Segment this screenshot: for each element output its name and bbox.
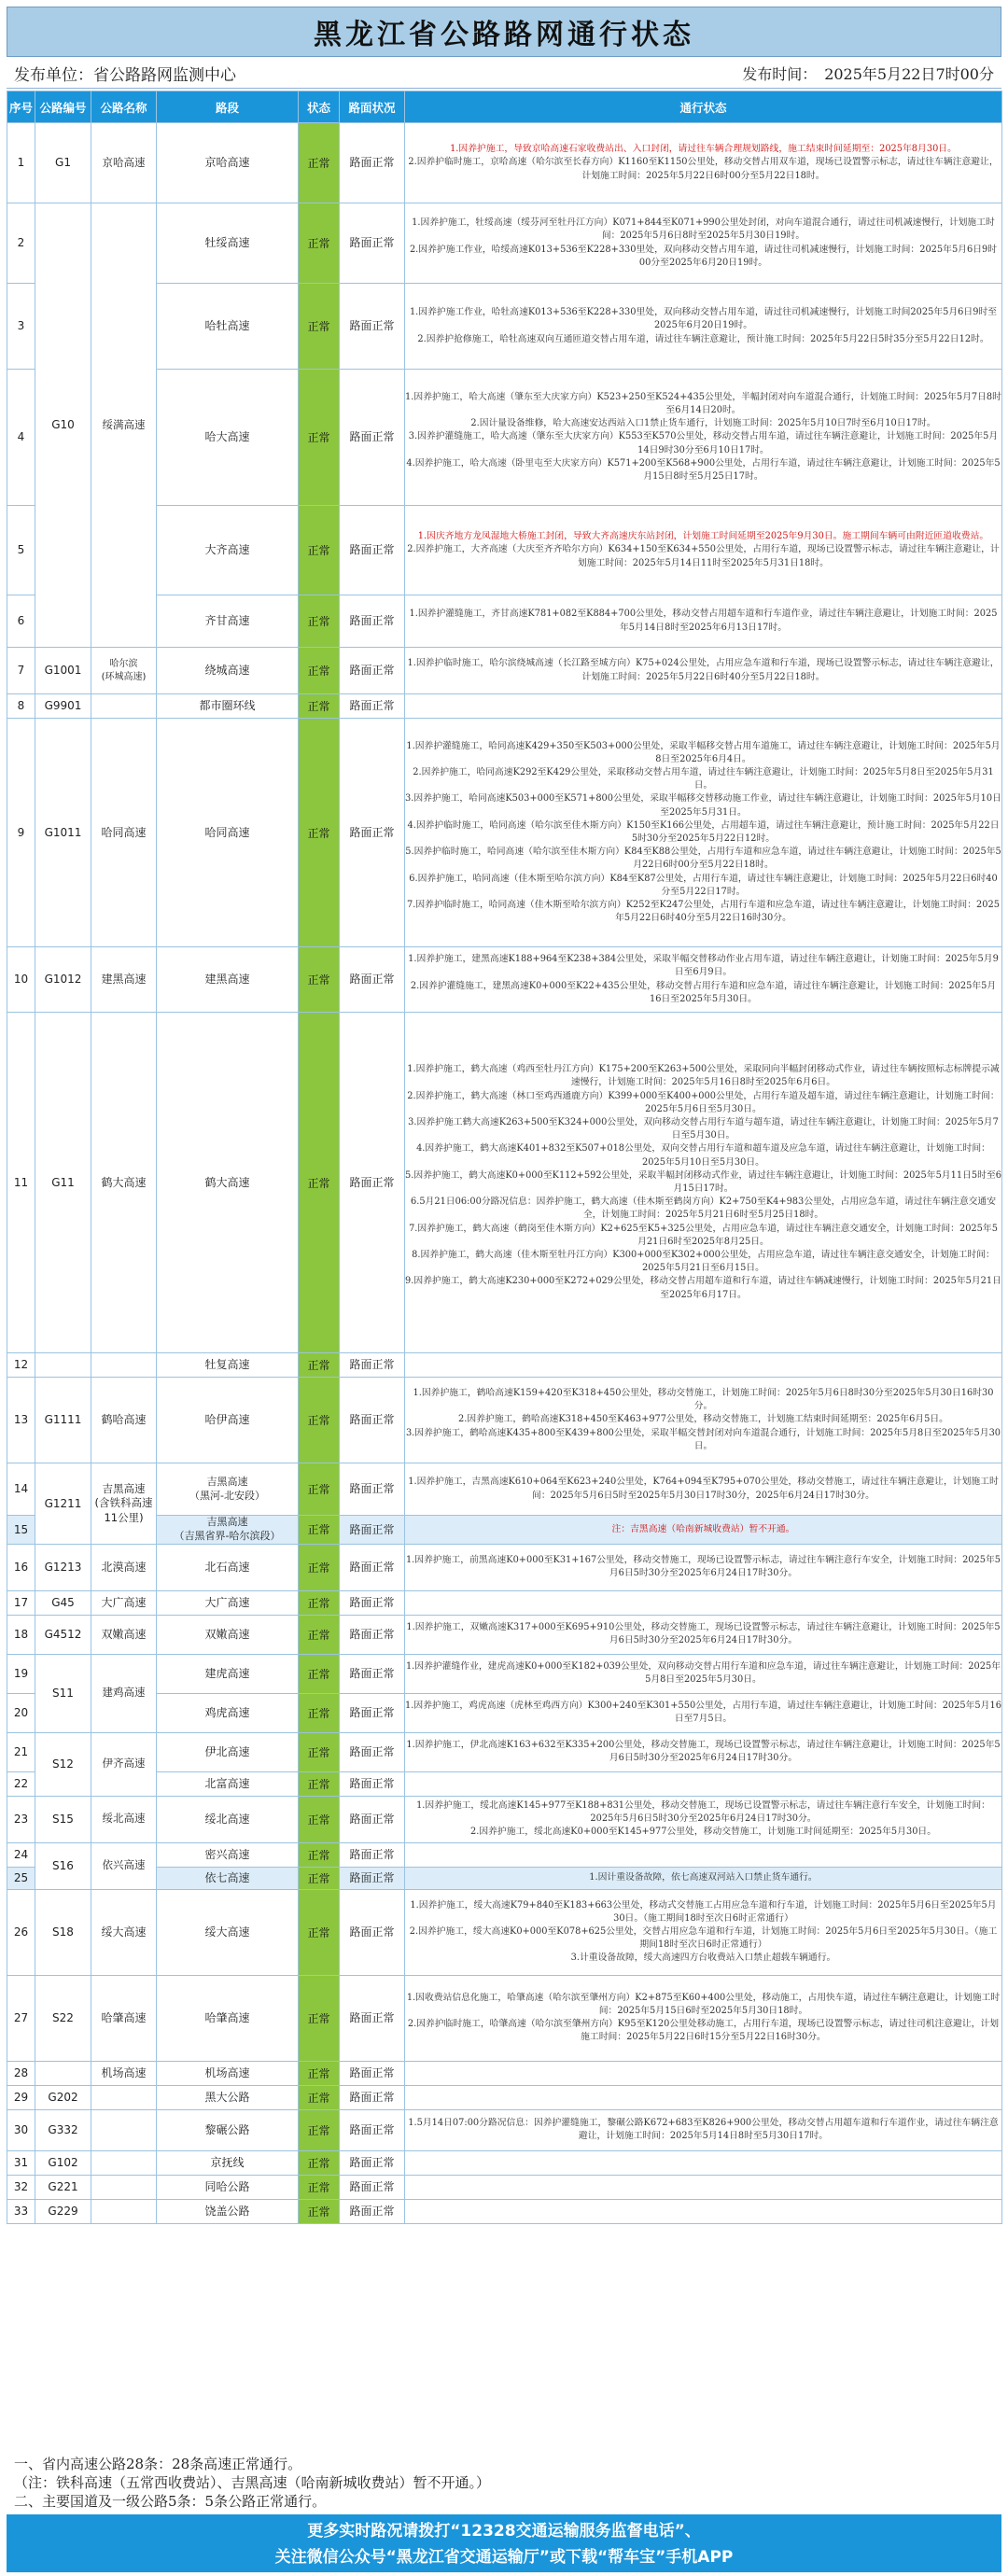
detail-text: 1.因养护灌缝施工，齐甘高速K781+082至K884+700公里处，移动交替占用超车道和行车道作业，请过往车辆注意避让，计划施工时间：2025年5月14日8时至2025年6月13日17时。 bbox=[409, 609, 998, 633]
table-row bbox=[7, 203, 1002, 284]
table-row bbox=[7, 1353, 1002, 1378]
road-code: G4512 bbox=[35, 1615, 91, 1654]
detail-text: 1.因养护临时施工，哈尔滨绕城高速（长江路至城方向）K75+024公里处，占用应急车道和行车道，现场已设置警示标志，请过往车辆注意避让，计划施工时间：2025年5月22日6时40分至5月22日18时。 bbox=[407, 658, 1000, 682]
row-index: 27 bbox=[7, 1975, 35, 2061]
status-badge: 正常 bbox=[299, 506, 340, 595]
surface-condition: 路面正常 bbox=[340, 648, 405, 694]
table-row bbox=[7, 2085, 1002, 2109]
surface-condition: 路面正常 bbox=[340, 595, 405, 648]
surface-condition: 路面正常 bbox=[340, 2085, 405, 2109]
publisher-label: 发布单位：省公路路网监测中心 bbox=[14, 66, 236, 85]
surface-condition: 路面正常 bbox=[340, 1615, 405, 1654]
road-section: 京哈高速 bbox=[157, 123, 299, 203]
road-section: 北石高速 bbox=[157, 1544, 299, 1590]
road-name bbox=[91, 694, 157, 719]
row-index: 4 bbox=[7, 370, 35, 506]
traffic-detail bbox=[405, 1975, 1002, 2061]
table-row bbox=[7, 1693, 1002, 1732]
road-section: 牡复高速 bbox=[157, 1353, 299, 1378]
road-section: 吉黑高速 （吉黑省界-哈尔滨段） bbox=[157, 1516, 299, 1545]
road-name bbox=[91, 2150, 157, 2175]
surface-condition: 路面正常 bbox=[340, 1378, 405, 1463]
table-row bbox=[7, 1378, 1002, 1463]
road-name: 双嫩高速 bbox=[91, 1615, 157, 1654]
status-badge: 正常 bbox=[299, 2199, 340, 2223]
table-row bbox=[7, 648, 1002, 694]
status-badge: 正常 bbox=[299, 1378, 340, 1463]
surface-condition: 路面正常 bbox=[340, 694, 405, 719]
page-title: 黑龙江省公路路网通行状态 bbox=[7, 7, 1001, 57]
row-index: 28 bbox=[7, 2061, 35, 2085]
row-index: 8 bbox=[7, 694, 35, 719]
road-section: 鸡虎高速 bbox=[157, 1693, 299, 1732]
road-code: G1012 bbox=[35, 947, 91, 1013]
surface-condition: 路面正常 bbox=[340, 1013, 405, 1353]
road-code: G11 bbox=[35, 1013, 91, 1353]
traffic-detail bbox=[405, 1732, 1002, 1771]
table-row bbox=[7, 370, 1002, 506]
road-name bbox=[91, 2199, 157, 2223]
road-code: G45 bbox=[35, 1590, 91, 1615]
footer-line-1: 更多实时路况请拨打“12328交通运输服务监督电话”、 bbox=[307, 2522, 701, 2541]
summary bbox=[7, 2455, 1001, 2511]
surface-condition: 路面正常 bbox=[340, 1693, 405, 1732]
road-section: 哈伊高速 bbox=[157, 1378, 299, 1463]
road-section: 北富高速 bbox=[157, 1771, 299, 1796]
road-name: 建鸡高速 bbox=[91, 1654, 157, 1732]
road-code bbox=[35, 2061, 91, 2085]
row-index: 1 bbox=[7, 123, 35, 203]
road-code: G1011 bbox=[35, 719, 91, 947]
road-section: 都市圈环线 bbox=[157, 694, 299, 719]
status-badge: 正常 bbox=[299, 2085, 340, 2109]
row-index: 30 bbox=[7, 2109, 35, 2150]
traffic-detail bbox=[405, 1693, 1002, 1732]
road-code: G229 bbox=[35, 2199, 91, 2223]
table-row bbox=[7, 1867, 1002, 1889]
traffic-detail bbox=[405, 1654, 1002, 1693]
traffic-detail bbox=[405, 1796, 1002, 1842]
table-row bbox=[7, 1654, 1002, 1693]
detail-text: 1.因养护施工，双嫩高速K317+000至K695+910公里处，移动交替施工，现场已设置警示标志，请过往车辆注意避让，计划施工时间：2025年5月6日5时30分至2025年6月24日17时30分。 bbox=[406, 1621, 1001, 1646]
table-row bbox=[7, 595, 1002, 648]
road-name: 依兴高速 bbox=[91, 1842, 157, 1889]
publisher-bar bbox=[7, 59, 1001, 89]
footer-banner bbox=[7, 2514, 1001, 2572]
surface-condition: 路面正常 bbox=[340, 719, 405, 947]
status-badge: 正常 bbox=[299, 2109, 340, 2150]
detail-text: 1.因计重设备故障，依七高速双河站入口禁止货车通行。 bbox=[589, 1872, 818, 1883]
detail-text: 1.因养护施工，建黑高速K188+964至K238+384公里处，采取半幅交替移动作业占用车道，请过往车辆注意避让，计划施工时间：2025年5月9日至6月9日。 2.因养护灌缝施工，建黑高速K0+000至K22+435公里处，移动交替占用行车道和应急车道，请过往车辆注意避让，计划施工时间：2025年5月16日至2025年5月30日。 bbox=[408, 954, 999, 1004]
road-code: G1213 bbox=[35, 1544, 91, 1590]
status-badge: 正常 bbox=[299, 1353, 340, 1378]
surface-condition: 路面正常 bbox=[340, 2109, 405, 2150]
road-code: G10 bbox=[35, 203, 91, 648]
detail-text: 1.因养护施工，牡绥高速（绥芬河至牡丹江方向）K071+844至K071+990公里处封闭，对向车道混合通行，请过往司机减速慢行，计划施工时间：2025年5月6日8时至2025年5月30日19时。 2.因养护施工作业，哈绥高速K013+536至K228+330里处，双向移动交替占用车道，请过往司机减速慢行，计划施工时间：2025年5月6日9时00分至2025年6月20日19时。 bbox=[409, 217, 998, 268]
surface-condition: 路面正常 bbox=[340, 123, 405, 203]
header-code: 公路编号 bbox=[35, 91, 91, 123]
road-name: 哈尔滨 (环城高速) bbox=[91, 648, 157, 694]
road-section: 建虎高速 bbox=[157, 1654, 299, 1693]
road-code bbox=[35, 1353, 91, 1378]
row-index: 17 bbox=[7, 1590, 35, 1615]
row-index: 2 bbox=[7, 203, 35, 284]
surface-condition: 路面正常 bbox=[340, 370, 405, 506]
traffic-detail bbox=[405, 2109, 1002, 2150]
road-name: 绥北高速 bbox=[91, 1796, 157, 1842]
detail-text: 1.因养护施工，哈大高速（肇东至大庆家方向）K523+250至K524+435公里处，半幅封闭对向车道混合通行，计划施工时间：2025年5月7日8时至6月14日20时。 2.因计量设备维修，哈大高速安达西站入口1禁止货车通行，计划施工时间：2025年5月10日7时至6月10日17时。 3.因养护灌缝施工，哈大高速（肇东至大庆家方向）K553至K570公里处，移动交替占用车道，请过往车辆注意避让，计划施工时间：2025年5月14日9时30分至6月10日17时。 4.因养护施工，哈大高速（卧里屯至大庆家方向）K571+200至K568+900公里处，占用行车道，请过往车辆注意避让，计划施工时间：2025年5月15日8时至5月25日17时。 bbox=[405, 391, 1001, 482]
row-index: 12 bbox=[7, 1353, 35, 1378]
traffic-detail bbox=[405, 1842, 1002, 1867]
road-code: S18 bbox=[35, 1889, 91, 1975]
detail-text: 1.因养护灌缝作业，建虎高速K0+000至K182+039公里处，双向移动交替占用行车道和应急车道，请过往车辆注意避让，计划施工时间：2025年5月8日至2025年5月30日。 bbox=[405, 1660, 1001, 1686]
header-status: 状态 bbox=[299, 91, 340, 123]
surface-condition: 路面正常 bbox=[340, 1590, 405, 1615]
traffic-detail bbox=[405, 2085, 1002, 2109]
road-section: 齐甘高速 bbox=[157, 595, 299, 648]
road-section: 双嫩高速 bbox=[157, 1615, 299, 1654]
road-code: S15 bbox=[35, 1796, 91, 1842]
road-name: 绥大高速 bbox=[91, 1889, 157, 1975]
row-index: 21 bbox=[7, 1732, 35, 1771]
traffic-detail bbox=[405, 2175, 1002, 2199]
detail-text: 1.因养护施工，伊北高速K163+632至K335+200公里处，移动交替施工，现场已设置警示标志，请过往车辆注意避让，计划施工时间：2025年5月6日5时30分至2025年6月24日17时30分。 bbox=[406, 1739, 1001, 1764]
surface-condition: 路面正常 bbox=[340, 1732, 405, 1771]
traffic-detail bbox=[405, 1353, 1002, 1378]
road-section: 饶盖公路 bbox=[157, 2199, 299, 2223]
header-cond: 路面状况 bbox=[340, 91, 405, 123]
table-row bbox=[7, 1732, 1002, 1771]
table-row bbox=[7, 1615, 1002, 1654]
traffic-detail bbox=[405, 1013, 1002, 1353]
surface-condition: 路面正常 bbox=[340, 506, 405, 595]
detail-text: 1.5月14日07:00分路况信息：因养护灌缝施工，黎碾公路K672+683至K826+900公里处，移动交替占用超车道和行车道作业，请过往车辆注意避让，计划施工时间：2025年5月14日8时至5月30日17时。 bbox=[408, 2117, 999, 2142]
traffic-detail bbox=[405, 947, 1002, 1013]
status-badge: 正常 bbox=[299, 1693, 340, 1732]
table-row bbox=[7, 947, 1002, 1013]
row-index: 26 bbox=[7, 1889, 35, 1975]
status-badge: 正常 bbox=[299, 1732, 340, 1771]
header-idx: 序号 bbox=[7, 91, 35, 123]
status-badge: 正常 bbox=[299, 284, 340, 370]
road-section: 黎碾公路 bbox=[157, 2109, 299, 2150]
road-section: 哈肇高速 bbox=[157, 1975, 299, 2061]
table-row bbox=[7, 2061, 1002, 2085]
detail-text: 2.因养护施工，大齐高速（大庆至齐齐哈尔方向）K634+150至K634+550公里处，占用行车道，现场已设置警示标志，请过往车辆注意避让，计划施工时间：2025年5月14日11时至2025年5月31日18时。 bbox=[407, 544, 1000, 568]
traffic-detail bbox=[405, 2061, 1002, 2085]
road-name: 绥满高速 bbox=[91, 203, 157, 648]
detail-text: 1.因养护灌缝施工，哈同高速K429+350至K503+000公里处，采取半幅移交替占用车道施工，请过往车辆注意避让，计划施工时间：2025年5月8日至2025年6月4日。 2.因养护施工，哈同高速K292至K429公里处，采取移动交替占用车道，请过往车辆注意避让，计划施工时间：2025年5月8日至2025年5月31日。 3.因养护施工，哈同高速K503+000至K571+800公里处，采取半幅移交替移动施工作业，请过往车辆注意避让，计划施工时间：2025年5月10日至2025年5月31日。 4.因养护临时施工，哈同高速（哈尔滨至佳木斯方向）K150至K166公里处，占用超车道，请过往车辆注意避让，预计施工时间：2025年5月22日5时30分至2025年5月22日12时。 5.因养护临时施工，哈同高速（哈尔滨至佳木斯方向）K84至K88公里处，占用行车道和应急车道，请过往车辆注意避让，计划施工时间：2025年5月22日6时00分至5月22日18时。 6.因养护施工，哈同高速（佳木斯至哈尔滨方向）K84至K87公里处，占用行车道，请过往车辆注意避让，计划施工时间：2025年5月22日6时40分至5月22日17时。 7.因养护临时施工，哈同高速（佳木斯至哈尔滨方向）K252至K247公里处，占用行车道和应急车道，请过往车辆注意避让，计划施工时间：2025年5月22日6时40分至5月22日16时30分。 bbox=[405, 740, 1001, 924]
table-row bbox=[7, 2109, 1002, 2150]
traffic-detail bbox=[405, 694, 1002, 719]
surface-condition: 路面正常 bbox=[340, 284, 405, 370]
status-badge: 正常 bbox=[299, 694, 340, 719]
footer-line-2: 关注微信公众号“黑龙江省交通运输厅”或下载“帮车宝”手机APP bbox=[274, 2548, 734, 2567]
road-section: 吉黑高速 （黑河-北安段） bbox=[157, 1463, 299, 1516]
status-badge: 正常 bbox=[299, 947, 340, 1013]
detail-text: 1.因收费站信息化施工，哈肇高速（哈尔滨至肇州方向）K2+875至K60+400公里处，移动施工，占用快车道，请过往车辆注意避让，计划施工时间：2025年5月15日6时至2025年5月30日18时。 2.因养护临时施工，哈肇高速（哈尔滨至肇州方向）K95至K120公里处移动施工，占用行车道，现场已设置警示标志，请过往司机注意避让，计划施工时间：2025年5月22日6时15分至5月22日16时30分。 bbox=[406, 1992, 1001, 2043]
status-badge: 正常 bbox=[299, 1463, 340, 1516]
surface-condition: 路面正常 bbox=[340, 1975, 405, 2061]
status-badge: 正常 bbox=[299, 2175, 340, 2199]
table-row bbox=[7, 1889, 1002, 1975]
traffic-detail bbox=[405, 1771, 1002, 1796]
row-index: 19 bbox=[7, 1654, 35, 1693]
status-badge: 正常 bbox=[299, 1771, 340, 1796]
road-section: 密兴高速 bbox=[157, 1842, 299, 1867]
road-section: 大齐高速 bbox=[157, 506, 299, 595]
row-index: 10 bbox=[7, 947, 35, 1013]
row-index: 31 bbox=[7, 2150, 35, 2175]
surface-condition: 路面正常 bbox=[340, 1842, 405, 1867]
road-section: 绕城高速 bbox=[157, 648, 299, 694]
road-name: 鹤大高速 bbox=[91, 1013, 157, 1353]
row-index: 23 bbox=[7, 1796, 35, 1842]
road-section: 牡绥高速 bbox=[157, 203, 299, 284]
row-index: 15 bbox=[7, 1516, 35, 1545]
summary-line-2: （注：铁科高速（五常西收费站）、吉黑高速（哈南新城收费站）暂不开通。） bbox=[14, 2474, 491, 2491]
status-badge: 正常 bbox=[299, 1013, 340, 1353]
header-detail: 通行状态 bbox=[405, 91, 1002, 123]
row-index: 14 bbox=[7, 1463, 35, 1516]
road-section: 京抚线 bbox=[157, 2150, 299, 2175]
row-index: 3 bbox=[7, 284, 35, 370]
row-index: 11 bbox=[7, 1013, 35, 1353]
table-row bbox=[7, 1590, 1002, 1615]
table-row bbox=[7, 719, 1002, 947]
traffic-detail bbox=[405, 648, 1002, 694]
road-name: 哈同高速 bbox=[91, 719, 157, 947]
row-index: 25 bbox=[7, 1867, 35, 1889]
road-name: 建黑高速 bbox=[91, 947, 157, 1013]
table-row bbox=[7, 506, 1002, 595]
road-name: 哈肇高速 bbox=[91, 1975, 157, 2061]
road-section: 鹤大高速 bbox=[157, 1013, 299, 1353]
traffic-detail bbox=[405, 1590, 1002, 1615]
detail-text: 1.因养护施工，鸡虎高速（虎林至鸡西方向）K300+240至K301+550公里处，占用行车道，请过往车辆注意避让，计划施工时间：2025年5月16日至7月5日。 bbox=[405, 1700, 1001, 1725]
table-row bbox=[7, 1796, 1002, 1842]
row-index: 16 bbox=[7, 1544, 35, 1590]
table-row bbox=[7, 1516, 1002, 1545]
row-index: 9 bbox=[7, 719, 35, 947]
traffic-detail bbox=[405, 1615, 1002, 1654]
road-section: 哈同高速 bbox=[157, 719, 299, 947]
status-badge: 正常 bbox=[299, 1796, 340, 1842]
row-index: 22 bbox=[7, 1771, 35, 1796]
status-badge: 正常 bbox=[299, 203, 340, 284]
detail-alert: 1.因养护施工，导致京哈高速石家收费站出、入口封闭，请过往车辆合理规划路线，施工结束时间延期至：2025年8月30日。 bbox=[450, 144, 957, 155]
surface-condition: 路面正常 bbox=[340, 2150, 405, 2175]
table-row bbox=[7, 1771, 1002, 1796]
traffic-detail bbox=[405, 1463, 1002, 1516]
detail-text: 1.因养护施工作业，哈牡高速K013+536至K228+330里处，双向移动交替占用车道，请过往司机减速慢行，计划施工时间2025年5月6日9时至2025年6月20日19时。 2.因养护抢修施工，哈牡高速双向互通匝道交替占用车道，请过往车辆注意避让，预计施工时间：2025年5月22日5时35分至5月22日12时。 bbox=[409, 307, 998, 344]
traffic-detail bbox=[405, 719, 1002, 947]
row-index: 33 bbox=[7, 2199, 35, 2223]
table-row bbox=[7, 694, 1002, 719]
road-code: G202 bbox=[35, 2085, 91, 2109]
table-row bbox=[7, 2150, 1002, 2175]
road-section: 哈牡高速 bbox=[157, 284, 299, 370]
surface-condition: 路面正常 bbox=[340, 1463, 405, 1516]
surface-condition: 路面正常 bbox=[340, 2061, 405, 2085]
detail-text: 1.因养护施工，鹤哈高速K159+420至K318+450公里处，移动交替施工，计划施工时间：2025年5月6日8时30分至2025年5月30日16时30分。 2.因养护施工，鹤哈高速K318+450至K463+977公里处，移动交替施工，计划施工结束时间延期至：2025年6月5日。 3.因养护施工，鹤哈高速K435+800至K439+800公里处，采取半幅交替封闭对向车道混合通行，计划施工时间：2025年5月8日至2025年5月30日。 bbox=[405, 1387, 1001, 1451]
surface-condition: 路面正常 bbox=[340, 1867, 405, 1889]
traffic-detail bbox=[405, 2150, 1002, 2175]
road-name bbox=[91, 1353, 157, 1378]
road-code: S11 bbox=[35, 1654, 91, 1732]
table-row bbox=[7, 284, 1002, 370]
road-name: 吉黑高速 (含铁科高速 11公里) bbox=[91, 1463, 157, 1545]
table-row bbox=[7, 1842, 1002, 1867]
table-row bbox=[7, 123, 1002, 203]
road-section: 大广高速 bbox=[157, 1590, 299, 1615]
road-code: S16 bbox=[35, 1842, 91, 1889]
row-index: 20 bbox=[7, 1693, 35, 1732]
surface-condition: 路面正常 bbox=[340, 1353, 405, 1378]
road-code: G1 bbox=[35, 123, 91, 203]
status-badge: 正常 bbox=[299, 1544, 340, 1590]
detail-text: 1.因养护施工，绥大高速K79+840至K183+663公里处，移动式交替施工占用应急车道和行车道，计划施工时间：2025年5月6日至2025年5月30日。（施工期间18时至次日6时正常通行） 2.因养护施工，绥大高速K0+000至K078+625公里处，交替占用应急车道和行车道，计划施工时间：2025年5月6日至2025年5月30日。（施工期间18时至次日6时正常通行） 3.计重设备故障，绥大高速四方台收费站入口禁止超载车辆通行。 bbox=[409, 1899, 998, 1964]
road-section: 黑大公路 bbox=[157, 2085, 299, 2109]
traffic-detail bbox=[405, 203, 1002, 284]
detail-alert: 1.因庆齐地方龙凤湿地大桥施工封闭，导致大齐高速庆东站封闭，计划施工时间延期至2025年9月30日。施工期间车辆可由附近匝道收费站。 bbox=[417, 531, 989, 542]
status-badge: 正常 bbox=[299, 123, 340, 203]
detail-text: 2.因养护临时施工，京哈高速（哈尔滨至长春方向）K1160至K1150公里处，移动交替占用双车道，现场已设置警示标志，请过往车辆注意避让，计划施工时间：2025年5月22日6时00分至5月22日18时。 bbox=[408, 157, 999, 181]
road-name bbox=[91, 2085, 157, 2109]
row-index: 29 bbox=[7, 2085, 35, 2109]
table-body bbox=[7, 123, 1002, 2224]
road-section: 哈大高速 bbox=[157, 370, 299, 506]
surface-condition: 路面正常 bbox=[340, 1796, 405, 1842]
header-road: 路段 bbox=[157, 91, 299, 123]
road-section: 依七高速 bbox=[157, 1867, 299, 1889]
surface-condition: 路面正常 bbox=[340, 1889, 405, 1975]
road-code: S22 bbox=[35, 1975, 91, 2061]
road-name: 京哈高速 bbox=[91, 123, 157, 203]
surface-condition: 路面正常 bbox=[340, 2175, 405, 2199]
table-header-row bbox=[7, 91, 1002, 123]
road-code: G1001 bbox=[35, 648, 91, 694]
row-index: 32 bbox=[7, 2175, 35, 2199]
table-row bbox=[7, 1463, 1002, 1516]
row-index: 18 bbox=[7, 1615, 35, 1654]
status-badge: 正常 bbox=[299, 2150, 340, 2175]
road-name: 北漠高速 bbox=[91, 1544, 157, 1590]
traffic-detail bbox=[405, 1378, 1002, 1463]
traffic-detail bbox=[405, 1544, 1002, 1590]
road-name bbox=[91, 2109, 157, 2150]
status-badge: 正常 bbox=[299, 1867, 340, 1889]
status-badge: 正常 bbox=[299, 1516, 340, 1545]
detail-alert: 注：吉黑高速（哈南新城收费站）暂不开通。 bbox=[611, 1523, 795, 1534]
summary-line-3: 二、主要国道及一级公路5条：5条公路正常通行。 bbox=[14, 2493, 327, 2510]
detail-text: 1.因养护施工，吉黑高速K610+064至K623+240公里处，K764+094至K795+070公里处，移动交替施工，请过往车辆注意避让，计划施工时间：2025年5月6日5时至2025年5月30日17时30分，2025年6月24日17时30分。 bbox=[408, 1477, 999, 1501]
road-name: 鹤哈高速 bbox=[91, 1378, 157, 1463]
summary-line-1: 一、省内高速公路28条：28条高速正常通行。 bbox=[14, 2456, 302, 2472]
detail-text: 1.因养护施工，绥北高速K145+977至K188+831公里处，移动交替施工，现场已设置警示标志，请过往车辆注意行车安全，计划施工时间：2025年5月6日5时30分至2025年6月24日17时30分。 2.因养护施工，绥北高速K0+000至K145+977公里处，移动交替施工，计划施工时间延期至：2025年5月30日。 bbox=[416, 1799, 990, 1838]
traffic-detail bbox=[405, 370, 1002, 506]
road-section: 建黑高速 bbox=[157, 947, 299, 1013]
road-name bbox=[91, 2175, 157, 2199]
traffic-table bbox=[7, 91, 1002, 2224]
road-code: G1111 bbox=[35, 1378, 91, 1463]
row-index: 6 bbox=[7, 595, 35, 648]
table-row bbox=[7, 2175, 1002, 2199]
road-name: 机场高速 bbox=[91, 2061, 157, 2085]
header-name: 公路名称 bbox=[91, 91, 157, 123]
road-section: 绥北高速 bbox=[157, 1796, 299, 1842]
road-section: 机场高速 bbox=[157, 2061, 299, 2085]
traffic-detail bbox=[405, 2199, 1002, 2223]
status-badge: 正常 bbox=[299, 2061, 340, 2085]
traffic-detail bbox=[405, 1889, 1002, 1975]
status-badge: 正常 bbox=[299, 370, 340, 506]
road-code: G102 bbox=[35, 2150, 91, 2175]
road-code: G9901 bbox=[35, 694, 91, 719]
status-badge: 正常 bbox=[299, 1842, 340, 1867]
status-badge: 正常 bbox=[299, 1889, 340, 1975]
row-index: 13 bbox=[7, 1378, 35, 1463]
status-badge: 正常 bbox=[299, 1590, 340, 1615]
detail-text: 1.因养护施工，前黑高速K0+000至K31+167公里处，移动交替施工，现场已设置警示标志，请过往车辆注意行车安全，计划施工时间：2025年5月6日5时30分至2025年6月24日17时30分。 bbox=[405, 1554, 1001, 1579]
road-section: 伊北高速 bbox=[157, 1732, 299, 1771]
table-row bbox=[7, 2199, 1002, 2223]
row-index: 7 bbox=[7, 648, 35, 694]
traffic-detail bbox=[405, 1516, 1002, 1545]
status-badge: 正常 bbox=[299, 648, 340, 694]
table-row bbox=[7, 1013, 1002, 1353]
road-code: G332 bbox=[35, 2109, 91, 2150]
status-badge: 正常 bbox=[299, 1615, 340, 1654]
surface-condition: 路面正常 bbox=[340, 1654, 405, 1693]
road-section: 同哈公路 bbox=[157, 2175, 299, 2199]
road-name: 大广高速 bbox=[91, 1590, 157, 1615]
surface-condition: 路面正常 bbox=[340, 203, 405, 284]
surface-condition: 路面正常 bbox=[340, 2199, 405, 2223]
road-code: G1211 bbox=[35, 1463, 91, 1545]
traffic-detail bbox=[405, 506, 1002, 595]
status-badge: 正常 bbox=[299, 595, 340, 648]
traffic-detail bbox=[405, 123, 1002, 203]
surface-condition: 路面正常 bbox=[340, 1544, 405, 1590]
traffic-detail bbox=[405, 284, 1002, 370]
table-row bbox=[7, 1975, 1002, 2061]
road-section: 绥大高速 bbox=[157, 1889, 299, 1975]
row-index: 5 bbox=[7, 506, 35, 595]
road-code: S12 bbox=[35, 1732, 91, 1796]
status-badge: 正常 bbox=[299, 1975, 340, 2061]
traffic-detail bbox=[405, 1867, 1002, 1889]
publish-time: 发布时间： 2025年5月22日7时00分 bbox=[742, 65, 994, 83]
surface-condition: 路面正常 bbox=[340, 947, 405, 1013]
surface-condition: 路面正常 bbox=[340, 1516, 405, 1545]
table-row bbox=[7, 1544, 1002, 1590]
road-code: G221 bbox=[35, 2175, 91, 2199]
row-index: 24 bbox=[7, 1842, 35, 1867]
status-badge: 正常 bbox=[299, 719, 340, 947]
status-badge: 正常 bbox=[299, 1654, 340, 1693]
traffic-detail bbox=[405, 595, 1002, 648]
road-name: 伊齐高速 bbox=[91, 1732, 157, 1796]
detail-text: 1.因养护施工，鹤大高速（鸡西至牡丹江方向）K175+200至K263+500公里处，采取同向半幅封闭移动式作业，请过往车辆按照标志标牌提示减速慢行，计划施工时间：2025年5月16日8时至2025年6月6日。 2.因养护施工，鹤大高速（林口至鸡西通鹿方向）K399+000至K400+000公里处，占用行车道及超车道，请过往车辆注意避让，计划施工时间：2025年5月6日至5月30日。 3.因养护施工鹤大高速K263+500至K324+000公里处，双向移动交替占用行车道与超车道，请过往车辆注意避让，计划施工时间：2025年5月7日至5月30日。 4.因养护施工，鹤大高速K401+832至K507+018公里处，双向交替占用行车道和超车道及应急车道，请过往车辆注意避让，计划施工时间：2025年5月10日至5月30日。 5.因养护施工，鹤大高速K0+000至K112+592公里处，采取半幅封闭移动式作业，请过往车辆注意避让，计划施工时间：2025年5月11日5时至6月15日17时。 6.5月21日06:00分路况信息：因养护施工，鹤大高速（佳木斯至鹤岗方向）K2+750至K4+983公里处，占用应急车道，请过往车辆注意交通安全，计划施工时间：2025年5月21日6时至5月25日18时。 7.因养护施工，鹤大高速（鹤岗至佳木斯方向）K2+625至K5+325公里处，占用应急车道，请过往车辆注意交通安全，计划施工时间：2025年5月21日6时至2025年8月25日。 8.因养护施工，鹤大高速（佳木斯至牡丹江方向）K300+000至K302+000公里处，占用应急车道，请过往车辆注意交通安全，计划施工时间：2025年5月21日至6月15日。 9.因养护施工，鹤大高速K230+000至K272+029公里处，移动交替占用超车道和行车道，请过往车辆减速慢行，计划施工时间：2025年5月21日至2025年6月17日。 bbox=[405, 1064, 1001, 1300]
surface-condition: 路面正常 bbox=[340, 1771, 405, 1796]
